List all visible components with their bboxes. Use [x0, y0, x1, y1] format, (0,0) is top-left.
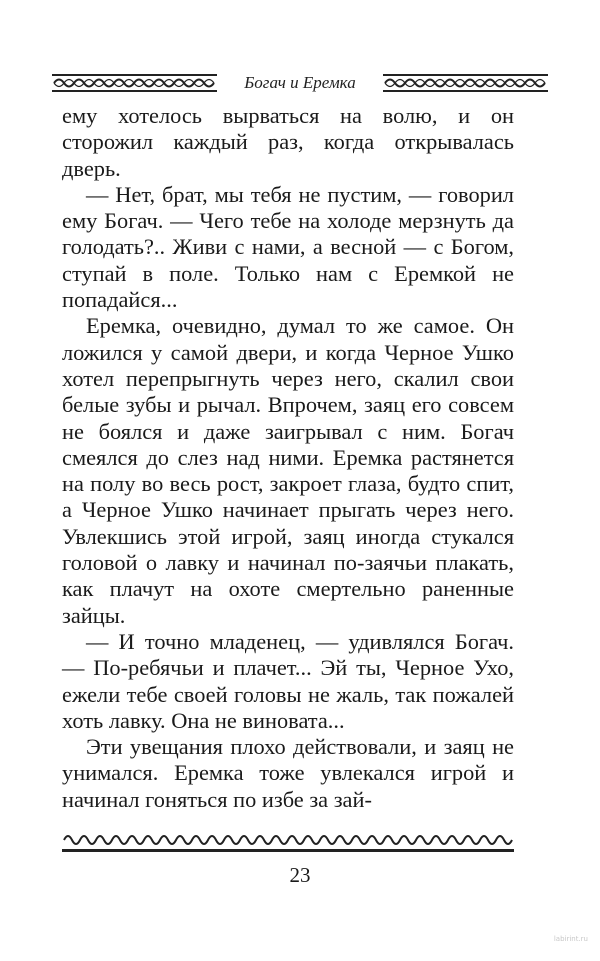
left-header-ornament: [52, 74, 217, 92]
paragraph: Еремка, очевидно, думал то же самое. Он ложился у самой двери, и когда Черное Ушко хотел перепрыгнуть через него, скалил свои белые зубы и рычал. Впрочем, заяц его совсем не боялся и даже заигрывал с ним. Богач смеялся до слез над ними. Еремка растянется на полу во весь рост, закроет глаза, будто спит, а Черное Ушко начинает прыгать через него. Увлекшись этой игрой, заяц иногда стукался головой о лавку и начинал по-заячьи плакать, как плачут на охоте смертельно раненные зайцы.: [62, 313, 514, 628]
paragraph: — Нет, брат, мы тебя не пустим, — говорил ему Богач. — Чего тебе на холоде мерзнуть да голодать?.. Живи с нами, а весной — с Богом, ступай в поле. Только нам с Еремкой не попадайся...: [62, 181, 514, 313]
paragraph: ему хотелось вырваться на волю, и он сторожил каждый раз, когда открывалась дверь.: [62, 103, 514, 181]
right-header-ornament: [383, 74, 548, 92]
paragraph: — И точно младенец, — удивлялся Богач. — По-ребячьи и плачет... Эй ты, Черное Ухо, ежели тебе своей головы не жаль, так пожалей хоть лавку. Она не виновата...: [62, 628, 514, 733]
running-header: [52, 70, 548, 96]
running-title: Богач и Еремка: [244, 73, 356, 92]
footer-ornament: [62, 830, 514, 854]
paragraph: Эти увещания плохо действовали, и заяц не унимался. Еремка тоже увлекался игрой и начинал гоняться по избе за зай-: [62, 734, 514, 812]
page-number: 23: [289, 863, 311, 887]
body-text: [62, 103, 514, 813]
watermark: labirint.ru: [553, 935, 588, 943]
